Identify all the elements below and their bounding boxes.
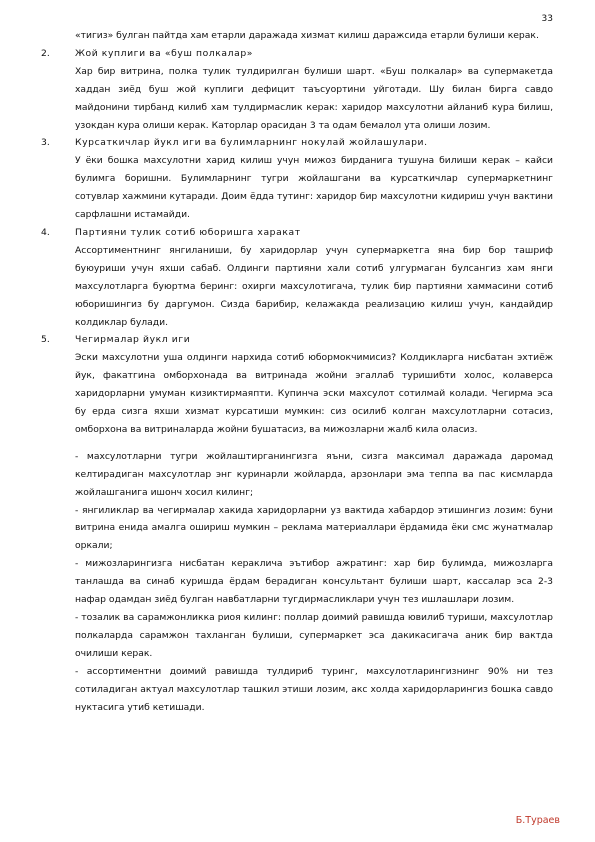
intro-paragraph: «тигиз» булган пайтда хам етарли даражада хизмат килиш даражсида етарли булиши керак. xyxy=(75,30,539,41)
section-2 xyxy=(41,45,553,135)
recommendations-list xyxy=(75,448,553,717)
list-item: - мижозларингизга нисбатан кераклича эътибор ажратинг: хар бир булимда, мижозларга танлашда ва синаб куришда ёрдам берадиган консультант булиши шарт, кассалар эса 2-3 нафар одамдан зиёд булган навбатларни тугдирмасликлари учун тез ишлашлари лозим. xyxy=(75,558,553,606)
section-heading: Курсаткичлар йукл иги ва булимларнинг нокулай жойлашулари. xyxy=(75,137,428,149)
section-number: 3. xyxy=(41,137,50,149)
section-number: 5. xyxy=(41,334,50,346)
paragraph-gap xyxy=(75,439,553,448)
list-item: - ассортиментни доимий равишда тулдириб туринг, махсулотларингизнинг 90% ни тез сотиладиган актуал махсулотлар ташкил этиши лозим, акс холда харидорларингиз бошка савдо нуктасига утиб кетишади. xyxy=(75,665,553,713)
section-number: 4. xyxy=(41,226,50,238)
section-heading: Чегирмалар йукл иги xyxy=(75,334,191,346)
list-item: - тозалик ва сарамжонликка риоя килинг: поллар доимий равишда ювилиб туриши, махсулотлар полкаларда сарамжон тахланган булиши, супермаркет эса дакикасигача аник бир вактда очилиши керак. xyxy=(75,612,553,659)
section-paragraph: Эски махсулотни уша олдинги нархида сотиб юбормокчимисиз? Колдикларга нисбатан эхтиёж йук, факатгина омборхонада ва витринада жойни эгаллаб туришибти холос, колаверса харидорларни умуман кизиктирмаяпти. Купинча эски махсулот сотилмай колади. Чегирма эса бу ерда сизга яхши хизмат курсатиши мумкин: сиз осилиб колган махсулотларни сотасиз, омборхона ва витриналарда жойни бушатасиз, ва мижозларни жалб кила оласиз. xyxy=(75,352,553,435)
section-paragraph: У ёки бошка махсулотни харид килиш учун мижоз бирданига тушуна билиши керак – кайси булимга боришни. Булимларнинг тугри жойлашгани ва курсаткичлар супермаркетнинг сотувлар хажмини кутаради. Доим ёдда тутинг: харидор бир махсулотни кидириш учун вактини сарфлашни истамайди. xyxy=(75,155,553,221)
section-paragraph: Ассортиментнинг янгиланиши, бу харидорлар учун супермаркетга яна бир бор ташриф буюуриши учун яхши сабаб. Олдинги партияни хали сотиб улгурмаган булсангиз хам янги махсулотларга буюртма беринг: охирги махсулотигача, тулик бир партияни хаммасини сотиб юборишингиз бу даргумон. Сизда барибир, келажакда реализацию килиш учун, кандайдир колдиклар булади. xyxy=(75,244,553,328)
list-item: - махсулотларни тугри жойлаштирганингизга яъни, сизга максимал даражада даромад келтирадиган махсулотлар энг куринарли жойларда, арзонлари эма теппа ва пас кисмларда жойлашганига ишонч хосил килинг; xyxy=(75,450,553,498)
section-paragraph: Хар бир витрина, полка тулик тулдирилган булиши шарт. «Буш полкалар» ва супермакетда хаддан зиёд буш жой куплиги дефицит таъсуортини уйготади. Шу билан бирга савдо майдонини тирбанд килиб хам тулдирмаслик керак: харидор махсулотни айланиб кура билиш, узокдан кура олиши керак. Каторлар орасидан 3 та одам бемалол ута олиши лозим. xyxy=(75,65,553,131)
section-heading: Жой куплиги ва «буш полкалар» xyxy=(75,47,254,59)
list-item: - янгиликлар ва чегирмалар хакида харидорларни уз вактида хабардор этишингиз лозим: буни витрина енида амалга ошириш мумкин – реклама материаллари ёрдамида ёки смс жунатмалар оркали; xyxy=(75,504,553,552)
page-number: 33 xyxy=(541,14,553,24)
author-signature: Б.Тураев xyxy=(515,815,560,826)
section-5 xyxy=(41,331,553,438)
section-4 xyxy=(41,224,553,331)
document-body xyxy=(41,27,553,716)
section-number: 2. xyxy=(41,47,50,59)
section-heading: Партияни тулик сотиб юборишга харакат xyxy=(75,226,301,238)
section-3 xyxy=(41,134,553,224)
